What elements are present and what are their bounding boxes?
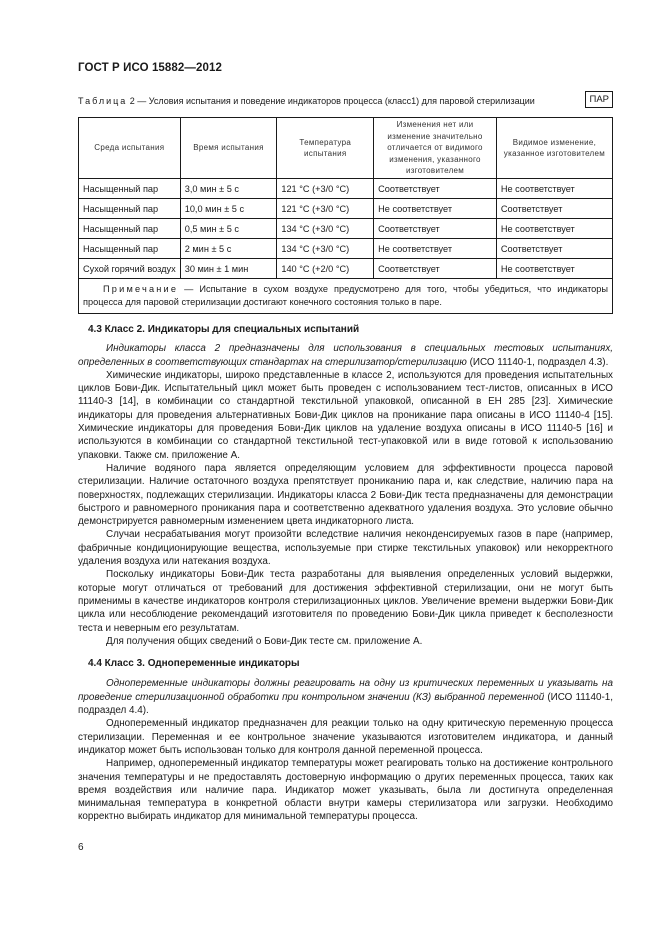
cell: 134 °С (+3/0 °С) xyxy=(277,239,374,259)
paragraph xyxy=(78,677,613,717)
cell: Насыщенный пар xyxy=(79,179,181,199)
definition-reference: (ИСО 11140-1, подраздел 4.4). xyxy=(78,691,613,717)
paragraph: Наличие водяного пара является определяющим условием для эффективности процесса паровой стерилизации. Наличие остаточного воздуха препятствует прониканию пара и, как следствие, наличию пара на поверхностях, подлежащих стерилизации. Индикаторы класса 2 Бови-Дик теста предназначены для демонстрации быстрого и равномерного проникания пара и соответственно адекватного удаления воздуха. Это условие обычно демонстрируется равномерным изменением цвета индикаторного листа. xyxy=(78,462,613,528)
cell: 121 °С (+3/0 °С) xyxy=(277,199,374,219)
paragraph xyxy=(78,342,613,369)
steam-tag: ПАР xyxy=(585,91,613,108)
cell: Не соответствует xyxy=(374,199,497,219)
paragraph: Например, однопеременный индикатор температуры может реагировать только на достижение контрольного значения температуры и не предоставлять достоверную информацию о других переменных процесса, таких как время воздействия или наличие пара. Индикатор может указывать, была ли достигнута определенная минимальная температура в конкретной области внутри камеры стерилизатора или загрузки. Необходимо корректно выбирать индикатор для минимальной температуры процесса. xyxy=(78,758,613,823)
paragraph: Для получения общих сведений о Бови-Дик тесте см. приложение А. xyxy=(106,635,423,647)
cell: Не соответствует xyxy=(496,179,612,199)
col-header-no-change: Изменения нет или изменение значительно отличается от видимого изменения, указанного изготовителем xyxy=(374,118,497,179)
table-note xyxy=(79,279,613,314)
cell: Насыщенный пар xyxy=(79,219,181,239)
table-row xyxy=(79,259,613,279)
cell: 121 °С (+3/0 °С) xyxy=(277,179,374,199)
page-number: 6 xyxy=(78,842,84,853)
section-heading-4-4: 4.4 Класс 3. Однопеременные индикаторы xyxy=(88,658,300,670)
table-note-row xyxy=(79,279,613,314)
paragraph: Поскольку индикаторы Бови-Дик теста разработаны для выявления определенных условий выдержки, которые могут отличаться от требований для достижения эффективной стерилизации, они не могут быть применимы в качестве индикаторов контроля стерилизационных циклов. Увеличение времени выдержки Бови-Дик цикла или несоблюдение рекомендаций изготовителя по проведению Бови-Дик цикла приведет к бесполезности теста и неверным его результатам. xyxy=(78,569,613,634)
paragraph: Однопеременный индикатор предназначен для реакции только на одну критическую переменную процесса стерилизации. Переменная и ее контрольное значение указываются изготовителем индикатора, и данный индикатор может быть использован только для контроля данной переменной процесса. xyxy=(78,718,613,756)
cell: Соответствует xyxy=(374,219,497,239)
cell: Не соответствует xyxy=(496,219,612,239)
table-row xyxy=(79,179,613,199)
col-header-medium: Среда испытания xyxy=(79,118,181,179)
table-row xyxy=(79,219,613,239)
table-caption xyxy=(78,96,613,106)
cell: Насыщенный пар xyxy=(79,199,181,219)
cell: 0,5 мин ± 5 с xyxy=(180,219,277,239)
cell: 140 °С (+2/0 °С) xyxy=(277,259,374,279)
cell: Соответствует xyxy=(374,259,497,279)
definition-reference: (ИСО 11140-1, подраздел 4.3). xyxy=(466,356,609,368)
col-header-time: Время испытания xyxy=(180,118,277,179)
cell: Не соответствует xyxy=(496,259,612,279)
cell: 30 мин ± 1 мин xyxy=(180,259,277,279)
cell: Не соответствует xyxy=(374,239,497,259)
definition-italic: Однопеременные индикаторы должны реагировать на одну из критических переменных и указывать на проведение стерилизационной обработки при контрольном значении (КЗ) выбранной переменной xyxy=(78,678,613,703)
table-row xyxy=(79,199,613,219)
cell: Соответствует xyxy=(496,239,612,259)
cell: Соответствует xyxy=(496,199,612,219)
cell: 3,0 мин ± 5 с xyxy=(180,179,277,199)
cell: 134 °С (+3/0 °С) xyxy=(277,219,374,239)
cell: Насыщенный пар xyxy=(79,239,181,259)
col-header-temperature: Температура испытания xyxy=(277,118,374,179)
paragraph: Химические индикаторы, широко представленные в классе 2, используются для проведения испытательных циклов Бови-Дик. Испытательный цикл может быть проведен с использованием тест-листов, описанных в ИСО 11140-3 [14], в комбинации со стандартной текстильной упаковкой, описанной в ЕН 285 [23]. Химические индикаторы для проведения альтернативных Бови-Дик циклов на проникание пара описаны в ИСО 11140-4 [15]. Химические индикаторы для проведения Бови-Дик циклов на удаление воздуха описаны в ИСО 11140-5 [16] и используются в комбинации со стандартной текстильной тест-упаковкой или в виде готовой к использованию упаковки. Также см. приложение А. xyxy=(78,369,613,461)
col-header-visible-change: Видимое изменение, указанное изготовителем xyxy=(496,118,612,179)
table-header-row xyxy=(79,118,613,179)
section-heading-4-3: 4.3 Класс 2. Индикаторы для специальных испытаний xyxy=(88,324,360,335)
table-row xyxy=(79,239,613,259)
cell: Сухой горячий воздух xyxy=(79,259,181,279)
table-2 xyxy=(78,117,613,314)
paragraph: Случаи несрабатывания могут произойти вследствие наличия неконденсируемых газов в паре (например, фабричные кондиционирующие вещества, используемые при стирке текстильных упаковок) или некорректного удаления воздуха или натекания воздуха. xyxy=(78,529,613,568)
document-header: ГОСТ Р ИСО 15882—2012 xyxy=(78,62,223,74)
cell: 2 мин ± 5 с xyxy=(180,239,277,259)
cell: Соответствует xyxy=(374,179,497,199)
note-label: Примечание xyxy=(103,284,179,294)
note-text: — Испытание в сухом воздухе предусмотрено для того, чтобы убедиться, что индикаторы процесса для паровой стерилизации достигают конечного состояния только в паре. xyxy=(83,284,608,307)
table-caption-text: 2 — Условия испытания и поведение индикаторов процесса (класс1) для паровой стерилизации xyxy=(127,96,535,106)
body-text xyxy=(78,323,613,824)
cell: 10,0 мин ± 5 с xyxy=(180,199,277,219)
definition-italic: Индикаторы класса 2 предназначены для использования в специальных тестовых испытаниях, определенных в соответствующих стандартах на стерилизатор/стерилизацию xyxy=(78,343,613,368)
table-caption-label: Таблица xyxy=(78,96,128,106)
